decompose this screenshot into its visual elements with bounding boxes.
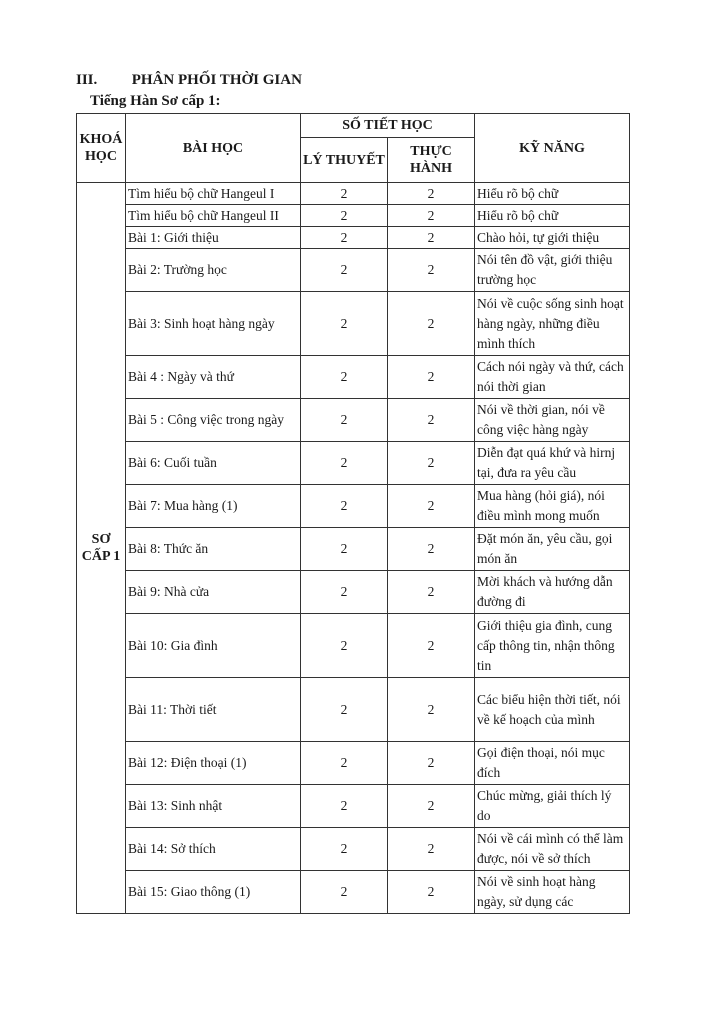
header-lesson: BÀI HỌC <box>126 114 301 183</box>
skill-cell: Hiểu rõ bộ chữ <box>475 205 630 227</box>
lesson-cell: Bài 7: Mua hàng (1) <box>126 485 301 528</box>
theory-cell: 2 <box>301 571 388 614</box>
table-row <box>77 442 630 485</box>
practice-cell: 2 <box>388 442 475 485</box>
practice-cell: 2 <box>388 205 475 227</box>
theory-cell: 2 <box>301 249 388 292</box>
practice-cell: 2 <box>388 356 475 399</box>
table-row <box>77 614 630 678</box>
practice-cell: 2 <box>388 785 475 828</box>
practice-cell: 2 <box>388 183 475 205</box>
theory-cell: 2 <box>301 442 388 485</box>
skill-cell: Chúc mừng, giải thích lý do <box>475 785 630 828</box>
theory-cell: 2 <box>301 828 388 871</box>
table-row <box>77 485 630 528</box>
table-header <box>77 114 630 183</box>
practice-cell: 2 <box>388 227 475 249</box>
lesson-cell: Bài 15: Giao thông (1) <box>126 871 301 914</box>
lesson-cell: Bài 4 : Ngày và thứ <box>126 356 301 399</box>
lesson-cell: Bài 8: Thức ăn <box>126 528 301 571</box>
skill-cell: Mua hàng (hỏi giá), nói điều mình mong muốn <box>475 485 630 528</box>
table-row <box>77 399 630 442</box>
lesson-cell: Bài 11: Thời tiết <box>126 678 301 742</box>
lesson-cell: Tìm hiểu bộ chữ Hangeul I <box>126 183 301 205</box>
table-body <box>77 183 630 914</box>
section-title: PHÂN PHỐI THỜI GIAN <box>131 72 302 88</box>
section-number: III. <box>76 72 98 88</box>
theory-cell: 2 <box>301 614 388 678</box>
practice-cell: 2 <box>388 571 475 614</box>
lesson-cell: Bài 5 : Công việc trong ngày <box>126 399 301 442</box>
table-row <box>77 183 630 205</box>
table-row <box>77 742 630 785</box>
skill-cell: Nói về cuộc sống sinh hoạt hàng ngày, những điều mình thích <box>475 292 630 356</box>
skill-cell: Gọi điện thoại, nói mục đích <box>475 742 630 785</box>
theory-cell: 2 <box>301 205 388 227</box>
lesson-cell: Bài 12: Điện thoại (1) <box>126 742 301 785</box>
theory-cell: 2 <box>301 528 388 571</box>
header-course: KHOÁ HỌC <box>77 114 126 183</box>
lesson-cell: Bài 10: Gia đình <box>126 614 301 678</box>
table-row <box>77 227 630 249</box>
table-row <box>77 356 630 399</box>
table-row <box>77 528 630 571</box>
theory-cell: 2 <box>301 485 388 528</box>
table-row <box>77 678 630 742</box>
section-heading <box>76 72 302 89</box>
skill-cell: Các biểu hiện thời tiết, nói về kế hoạch của mình <box>475 678 630 742</box>
course-cell: SƠ CẤP 1 <box>77 183 126 914</box>
practice-cell: 2 <box>388 742 475 785</box>
theory-cell: 2 <box>301 871 388 914</box>
schedule-table <box>76 113 630 914</box>
theory-cell: 2 <box>301 399 388 442</box>
skill-cell: Nói về sinh hoạt hàng ngày, sử dụng các <box>475 871 630 914</box>
lesson-cell: Tìm hiểu bộ chữ Hangeul II <box>126 205 301 227</box>
table-row <box>77 249 630 292</box>
theory-cell: 2 <box>301 678 388 742</box>
lesson-cell: Bài 1: Giới thiệu <box>126 227 301 249</box>
table-row <box>77 785 630 828</box>
practice-cell: 2 <box>388 399 475 442</box>
table-row <box>77 571 630 614</box>
skill-cell: Đặt món ăn, yêu cầu, gọi món ăn <box>475 528 630 571</box>
lesson-cell: Bài 9: Nhà cửa <box>126 571 301 614</box>
skill-cell: Mời khách và hướng dẫn đường đi <box>475 571 630 614</box>
skill-cell: Chào hỏi, tự giới thiệu <box>475 227 630 249</box>
practice-cell: 2 <box>388 528 475 571</box>
table-row <box>77 292 630 356</box>
skill-cell: Nói về cái mình có thể làm được, nói về sở thích <box>475 828 630 871</box>
practice-cell: 2 <box>388 871 475 914</box>
table-row <box>77 828 630 871</box>
theory-cell: 2 <box>301 742 388 785</box>
skill-cell: Cách nói ngày và thứ, cách nói thời gian <box>475 356 630 399</box>
table-row <box>77 205 630 227</box>
skill-cell: Nói về thời gian, nói về công việc hàng ngày <box>475 399 630 442</box>
skill-cell: Giới thiệu gia đình, cung cấp thông tin, nhận thông tin <box>475 614 630 678</box>
theory-cell: 2 <box>301 356 388 399</box>
header-practice: THỰC HÀNH <box>388 138 475 183</box>
practice-cell: 2 <box>388 678 475 742</box>
lesson-cell: Bài 6: Cuối tuần <box>126 442 301 485</box>
skill-cell: Hiểu rõ bộ chữ <box>475 183 630 205</box>
lesson-cell: Bài 14: Sở thích <box>126 828 301 871</box>
practice-cell: 2 <box>388 828 475 871</box>
practice-cell: 2 <box>388 292 475 356</box>
practice-cell: 2 <box>388 614 475 678</box>
header-hours: SỐ TIẾT HỌC <box>301 114 475 138</box>
lesson-cell: Bài 3: Sinh hoạt hàng ngày <box>126 292 301 356</box>
practice-cell: 2 <box>388 249 475 292</box>
table-row <box>77 871 630 914</box>
practice-cell: 2 <box>388 485 475 528</box>
skill-cell: Diễn đạt quá khứ và hirnj tại, đưa ra yêu cầu <box>475 442 630 485</box>
header-theory: LÝ THUYẾT <box>301 138 388 183</box>
skill-cell: Nói tên đồ vật, giới thiệu trường học <box>475 249 630 292</box>
theory-cell: 2 <box>301 785 388 828</box>
course-subtitle: Tiếng Hàn Sơ cấp 1: <box>90 93 221 109</box>
theory-cell: 2 <box>301 292 388 356</box>
theory-cell: 2 <box>301 227 388 249</box>
header-skills: KỸ NĂNG <box>475 114 630 183</box>
theory-cell: 2 <box>301 183 388 205</box>
lesson-cell: Bài 13: Sinh nhật <box>126 785 301 828</box>
lesson-cell: Bài 2: Trường học <box>126 249 301 292</box>
